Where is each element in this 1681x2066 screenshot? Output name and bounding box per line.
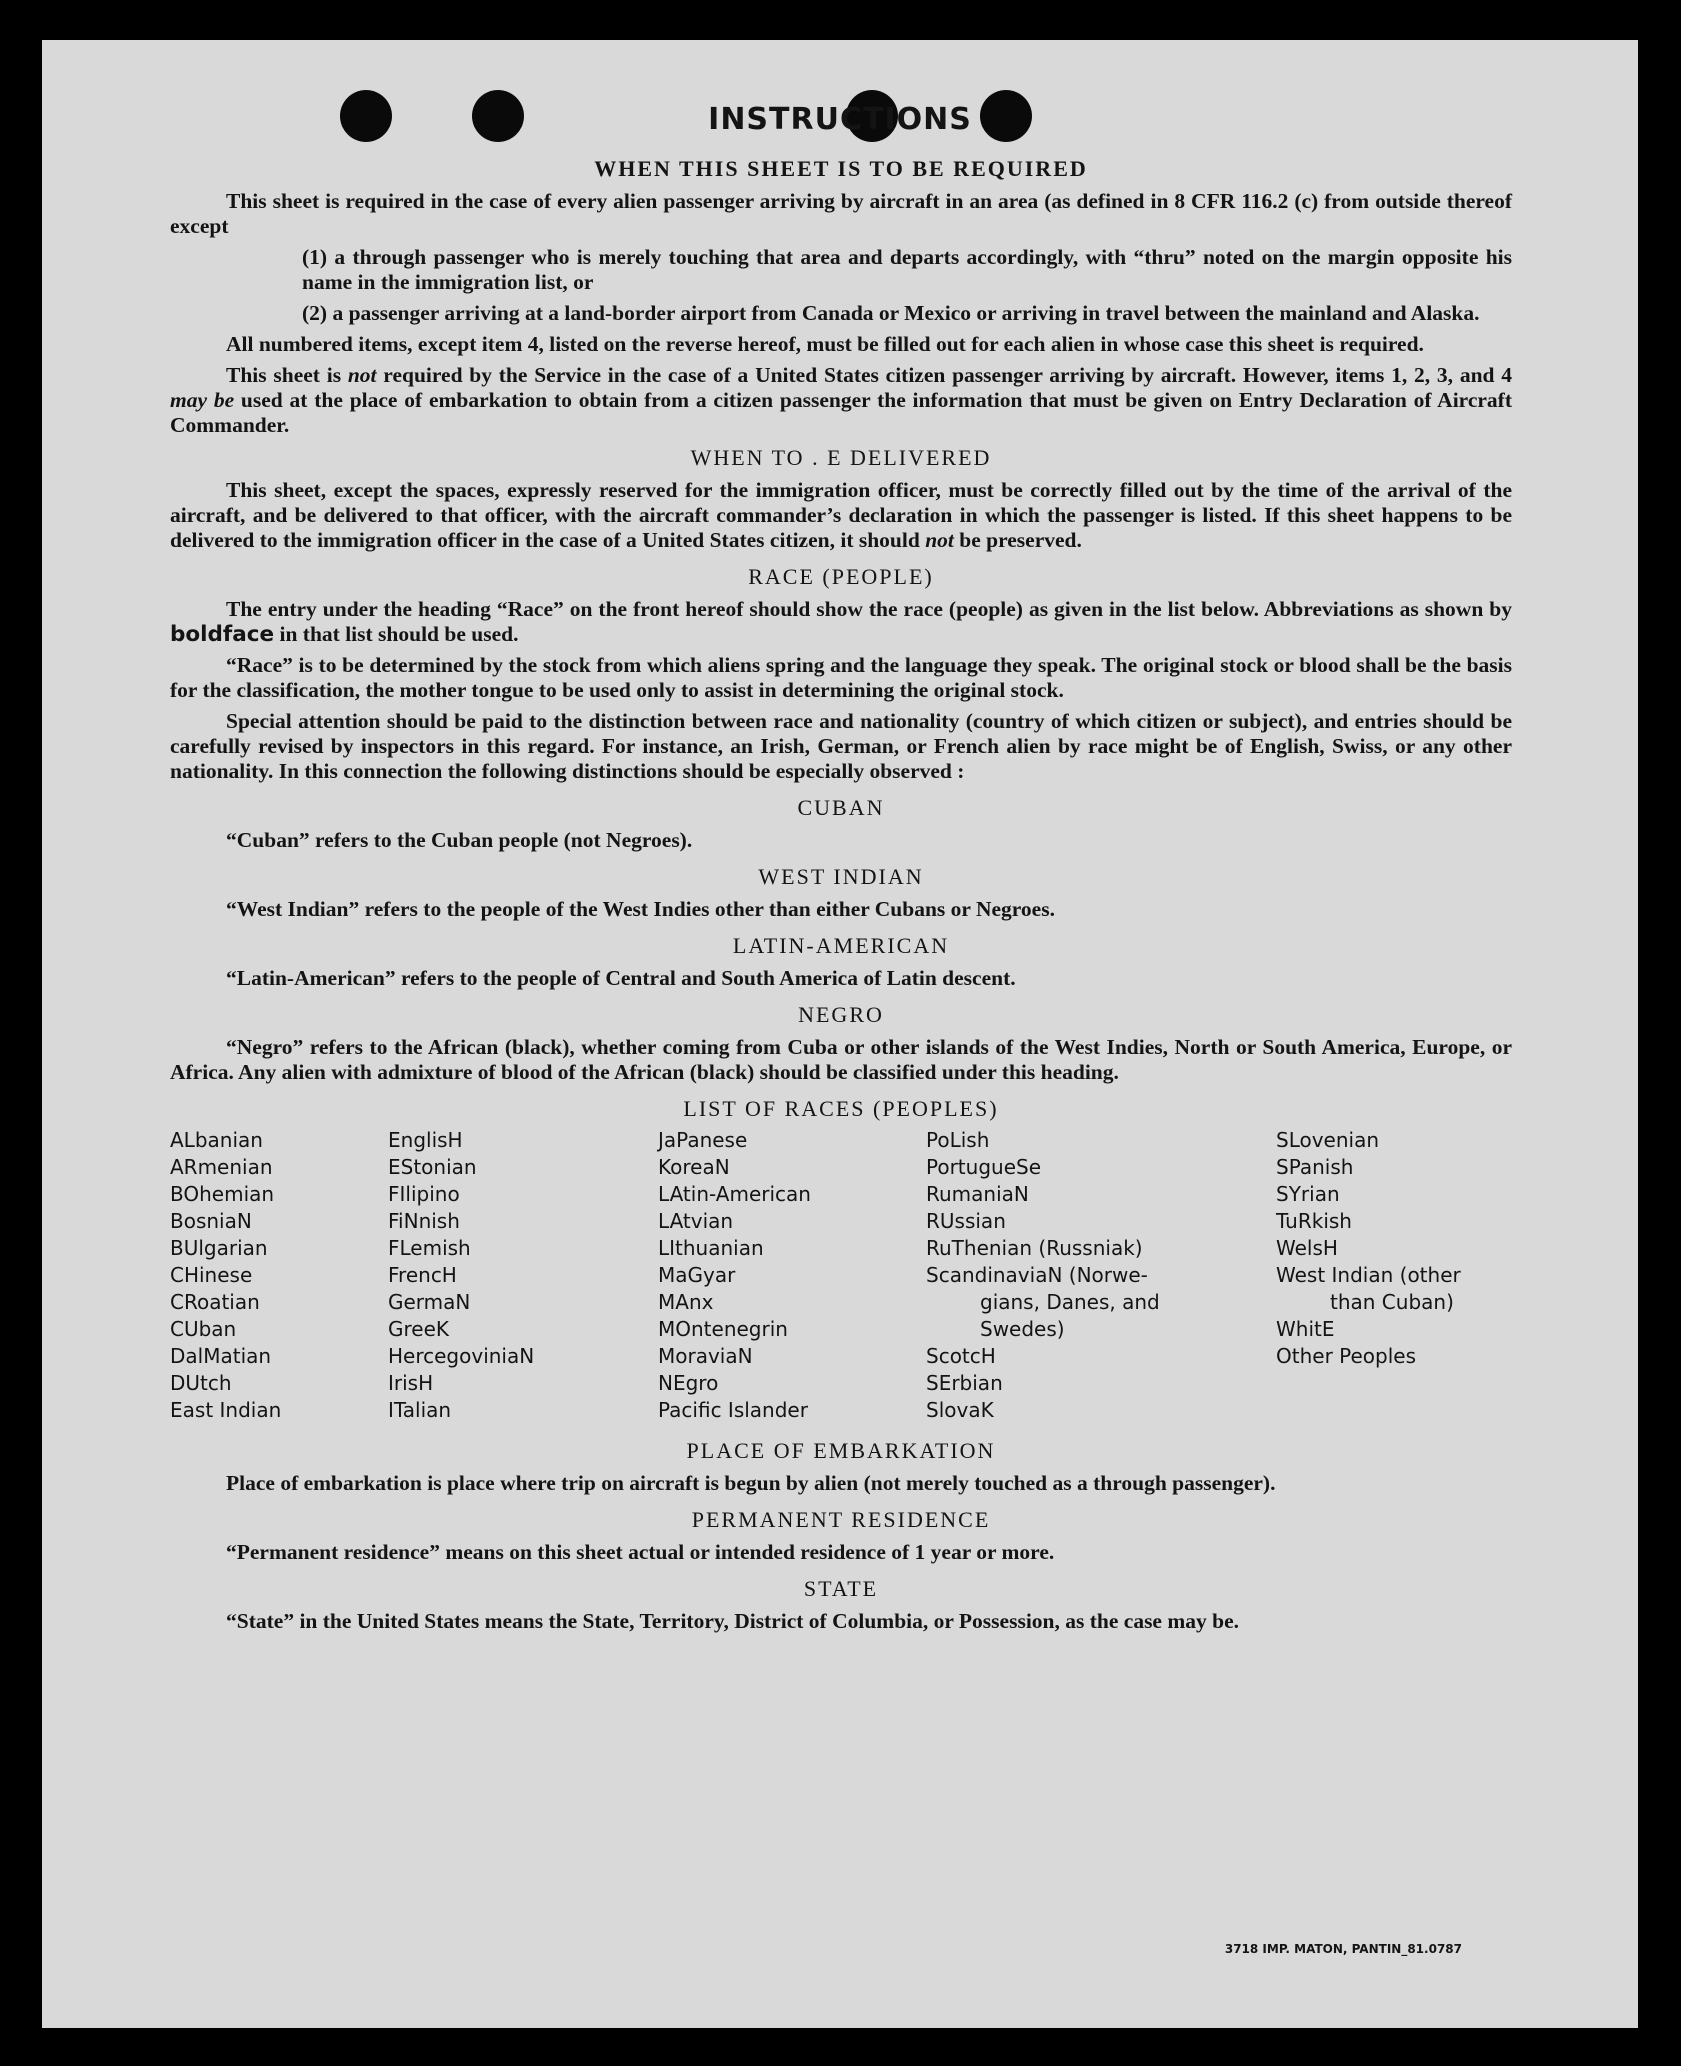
text-run: be preserved. (953, 528, 1082, 552)
paragraph: Place of embarkation is place where trip on aircraft is begun by alien (not merely touched as a through passenger). (226, 1471, 1276, 1495)
race-entry: ScandinaviaN (Norwe- (926, 1263, 1148, 1287)
race-entry: CUban (170, 1317, 237, 1341)
race-entry: KoreaN (658, 1155, 730, 1179)
race-entry: BosniaN (170, 1209, 252, 1233)
race-entry: MAnx (658, 1290, 714, 1314)
paragraph: “Negro” refers to the African (black), whether coming from Cuba or other islands of the West Indies, North or South America, Europe, or Africa. Any alien with admixture of blood of the African (black) should be classified under this heading. (170, 1035, 1512, 1084)
race-entry: BUlgarian (170, 1236, 268, 1260)
race-entry: NEgro (658, 1371, 719, 1395)
race-entry: FIlipino (388, 1182, 460, 1206)
text-run: used at the place of embarkation to obtain from a citizen passenger the information that must be given on Entry Declaration of Aircraft Commander. (170, 388, 1512, 437)
italic-text: not (925, 528, 954, 552)
race-entry: ScotcH (926, 1344, 996, 1368)
race-entry: TuRkish (1276, 1209, 1352, 1233)
race-column (388, 1127, 628, 1424)
race-entry: ITalian (388, 1398, 452, 1422)
italic-text: may be (170, 388, 235, 412)
race-column (1276, 1127, 1516, 1370)
race-entry: FrencH (388, 1263, 457, 1287)
heading-cuban: CUBAN (797, 795, 885, 820)
heading-latin-american: LATIN-AMERICAN (732, 933, 950, 958)
paragraph (170, 363, 1512, 438)
race-entry: CRoatian (170, 1290, 260, 1314)
list-item: (1) a through passenger who is merely touching that area and departs accordingly, with “thru” noted on the margin opposite his name in the immigration list, or (302, 245, 1512, 294)
paragraph: Special attention should be paid to the distinction between race and nationality (country of which citizen or subject), and entries should be carefully revised by inspectors in this regard. For instance, an Irish, German, or French alien by race might be of English, Swiss, or any other nationality. In this connection the following distinctions should be especially observed : (170, 709, 1512, 783)
race-entry: GermaN (388, 1290, 471, 1314)
heading-list-of-races: LIST OF RACES (PEOPLES) (683, 1096, 999, 1121)
paragraph: “Race” is to be determined by the stock from which aliens spring and the language they speak. The original stock or blood shall be the basis for the classification, the mother tongue to be used only to assist in determining the original stock. (170, 653, 1512, 702)
text-run: required by the Service in the case of a United States citizen passenger arriving by aircraft. However, items 1, 2, 3, and 4 (376, 363, 1512, 387)
race-column (170, 1127, 370, 1424)
race-entry: East Indian (170, 1398, 282, 1422)
race-entry: DUtch (170, 1371, 232, 1395)
race-entry: SErbian (926, 1371, 1003, 1395)
race-entry: FLemish (388, 1236, 471, 1260)
race-column (926, 1127, 1226, 1424)
heading-when-delivered: WHEN TO . E DELIVERED (690, 445, 992, 470)
boldface-text: boldface (170, 622, 275, 647)
text-run: in that list should be used. (274, 622, 519, 646)
paragraph: “Permanent residence” means on this sheet actual or intended residence of 1 year or more. (226, 1540, 1055, 1564)
heading-permanent-residence: PERMANENT RESIDENCE (691, 1507, 991, 1532)
race-entry: RuThenian (Russniak) (926, 1236, 1143, 1260)
race-entry: than Cuban) (1330, 1290, 1454, 1314)
race-entry: RumaniaN (926, 1182, 1029, 1206)
race-entry: WhitE (1276, 1317, 1335, 1341)
race-entry: DalMatian (170, 1344, 272, 1368)
race-entry: LAtvian (658, 1209, 734, 1233)
heading-embarkation: PLACE OF EMBARKATION (686, 1438, 996, 1463)
text-run: The entry under the heading “Race” on the front hereof should show the race (people) as given in the list below. Abbreviations as shown by (226, 597, 1512, 621)
document-sheet (42, 40, 1638, 2028)
race-entry: EStonian (388, 1155, 477, 1179)
race-entry: WelsH (1276, 1236, 1338, 1260)
text-run: This sheet, except the spaces, expressly reserved for the immigration officer, must be correctly filled out by the time of the arrival of the aircraft, and be delivered to that officer, with the aircraft commander’s declaration in which the passenger is listed. If this sheet happens to be delivered to the immigration officer in the case of a United States citizen, it should (170, 478, 1512, 552)
race-entry: BOhemian (170, 1182, 275, 1206)
heading-when-required: WHEN THIS SHEET IS TO BE REQUIRED (594, 156, 1088, 181)
paragraph: “State” in the United States means the State, Territory, District of Columbia, or Possession, as the case may be. (226, 1609, 1240, 1633)
race-entry: RUssian (926, 1209, 1006, 1233)
race-entry: gians, Danes, and (980, 1290, 1160, 1314)
race-entry: ALbanian (170, 1128, 263, 1152)
race-entry: HercegoviniaN (388, 1344, 535, 1368)
heading-west-indian: WEST INDIAN (758, 864, 924, 889)
printer-imprint: 3718 IMP. MATON, PANTIN_81.0787 (1224, 1942, 1462, 1956)
race-entry: SlovaK (926, 1398, 994, 1422)
paragraph: “Cuban” refers to the Cuban people (not Negroes). (226, 828, 693, 852)
race-entry: Other Peoples (1276, 1344, 1417, 1368)
race-entry: West Indian (other (1276, 1263, 1461, 1287)
race-entry: EnglisH (388, 1128, 463, 1152)
race-entry: JaPanese (658, 1128, 748, 1152)
heading-state: STATE (803, 1576, 879, 1601)
paragraph (170, 597, 1512, 647)
page-title: INSTRUCTIONS (708, 102, 972, 137)
list-item: (2) a passenger arriving at a land-border airport from Canada or Mexico or arriving in travel between the mainland and Alaska. (302, 301, 1480, 325)
text-run: This sheet is (226, 363, 348, 387)
race-entry: SYrian (1276, 1182, 1340, 1206)
race-entry: SLovenian (1276, 1128, 1380, 1152)
race-entry: MOntenegrin (658, 1317, 788, 1341)
instructions-body (170, 155, 1512, 1634)
race-entry: LAtin-American (658, 1182, 811, 1206)
heading-race: RACE (PEOPLE) (748, 564, 934, 589)
race-entry: GreeK (388, 1317, 450, 1341)
italic-text: not (347, 363, 377, 387)
race-list (170, 1127, 1512, 1427)
race-entry: MoraviaN (658, 1344, 753, 1368)
race-entry: PortugueSe (926, 1155, 1041, 1179)
paragraph: “Latin-American” refers to the people of Central and South America of Latin descent. (226, 966, 1016, 990)
race-entry: SPanish (1276, 1155, 1354, 1179)
race-entry: CHinese (170, 1263, 253, 1287)
race-entry: LIthuanian (658, 1236, 764, 1260)
race-entry: FiNnish (388, 1209, 460, 1233)
race-entry: ARmenian (170, 1155, 273, 1179)
paragraph (170, 478, 1512, 553)
race-entry: Pacific Islander (658, 1398, 808, 1422)
race-entry: MaGyar (658, 1263, 736, 1287)
race-column (658, 1127, 898, 1424)
race-entry: Swedes) (980, 1317, 1065, 1341)
heading-negro: NEGRO (798, 1002, 884, 1027)
paragraph: All numbered items, except item 4, listed on the reverse hereof, must be filled out for each alien in whose case this sheet is required. (226, 332, 1424, 356)
paragraph: This sheet is required in the case of every alien passenger arriving by aircraft in an area (as defined in 8 CFR 116.2 (c) from outside thereof except (170, 189, 1512, 238)
race-entry: IrisH (388, 1371, 434, 1395)
race-entry: PoLish (926, 1128, 990, 1152)
paragraph: “West Indian” refers to the people of the West Indies other than either Cubans or Negroes. (226, 897, 1055, 921)
